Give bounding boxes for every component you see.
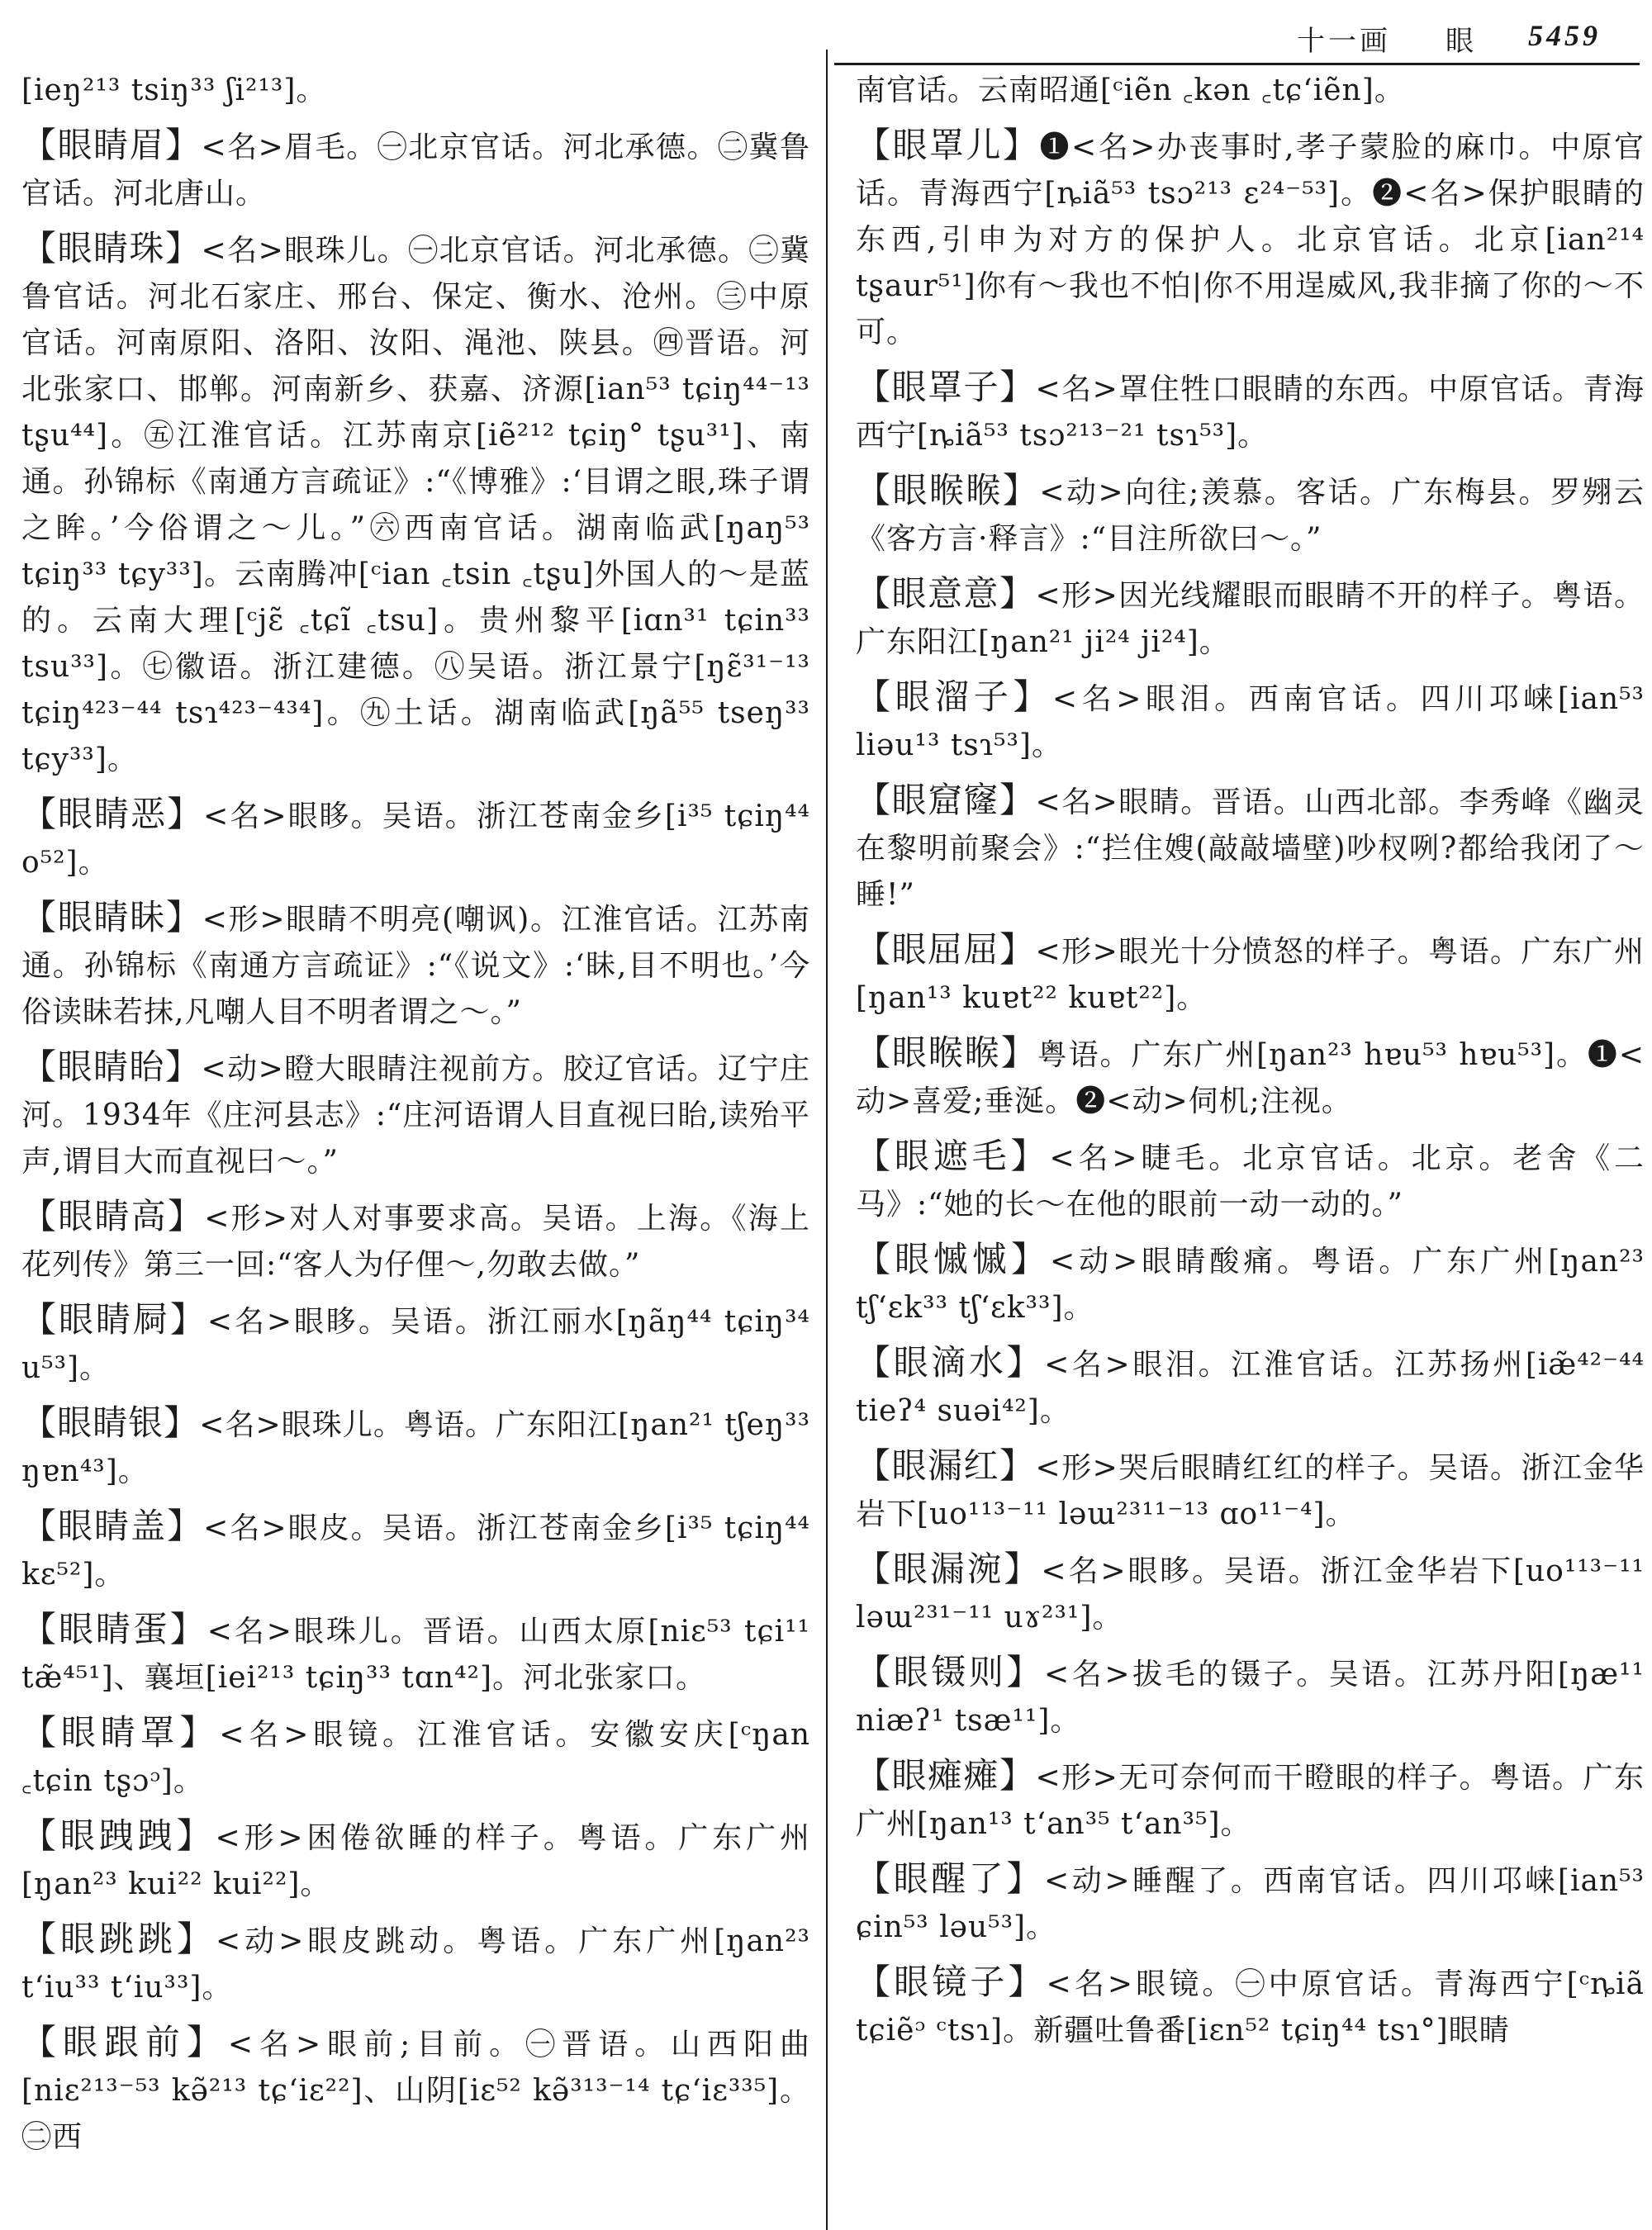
dictionary-entry <box>21 1916 810 2011</box>
dictionary-entry <box>21 1710 810 1805</box>
entry-headword: 【眼慽慽】 <box>856 1239 1050 1279</box>
dictionary-entry <box>856 1236 1645 1331</box>
entry-text: 粤语。广东广州[ŋan²³ hɐu⁵³ hɐu⁵³]。❶<动>喜爱;垂涎。❷<动>伺机;注视。 <box>856 1038 1645 1118</box>
dictionary-entry <box>856 1546 1645 1641</box>
entry-text: <名>眼眵。吴语。浙江丽水[ŋãŋ⁴⁴ tɕiŋ³⁴ u⁵³]。 <box>21 1305 810 1385</box>
entry-text: <动>眼皮跳动。粤语。广东广州[ŋan²³ tʻiu³³ tʻiu³³]。 <box>21 1924 810 2005</box>
dictionary-entry <box>21 1606 810 1701</box>
entry-headword: 【眼屈屈】 <box>856 929 1036 970</box>
entry-headword: 【眼罩儿】 <box>856 125 1040 165</box>
dictionary-entry <box>856 1443 1645 1538</box>
dictionary-entry <box>856 364 1645 459</box>
dictionary-entry <box>856 777 1645 918</box>
entry-text: <名>眼前;目前。㊀晋语。山西阳曲[niɛ²¹³⁻⁵³ kə̃²¹³ tɕʻiɛ²²]、山阴[iɛ⁵² kə̃³¹³⁻¹⁴ tɕʻiɛ³³⁵]。㊁西 <box>21 2028 810 2154</box>
entry-text: <形>因光线耀眼而眼睛不开的样子。粤语。广东阳江[ŋan²¹ ji²⁴ ji²⁴]。 <box>856 579 1645 659</box>
entry-headword: 【眼跳跳】 <box>21 1919 216 1959</box>
entry-headword: 【眼窟窿】 <box>856 780 1036 820</box>
entry-headword: 【眼睛罩】 <box>21 1712 220 1753</box>
dictionary-entry <box>856 1959 1645 2054</box>
dictionary-entry <box>21 2019 810 2161</box>
entry-text: <名>眼镜。江淮官话。安徽安庆[ᶜŋan ꜀tɕin tʂɔᵓ]。 <box>21 1718 810 1798</box>
dictionary-entry <box>856 1649 1645 1744</box>
entry-text: <名>眼珠儿。㊀北京官话。河北承德。㊁冀鲁官话。河北石家庄、邢台、保定、衡水、沧州。㊂中原官话。河南原阳、洛阳、汝阳、渑池、陕县。㊃晋语。河北张家口、邯郸。河南新乡、获嘉、济源[ian⁵³ tɕiŋ⁴⁴⁻¹³ tʂu⁴⁴]。㊄江淮官话。江苏南京[iẽ²¹² tɕiŋ° tʂu³¹]、南通。孙锦标《南通方言疏证》:“《博雅》:‘目谓之眼,珠子谓之眸。’今俗谓之～儿。”㊅西南官话。湖南临武[ŋaŋ⁵³ tɕiŋ³³ tɕy³³]。云南腾冲[ᶜian ꜀tsin ꜀tʂu]外国人的～是蓝的。云南大理[ᶜjɛ̃ ꜀tɕĩ ꜀tsu]。贵州黎平[iɑn³¹ tɕin³³ tsu³³]。㊆徽语。浙江建德。㊇吴语。浙江景宁[ŋɛ̃³¹⁻¹³ tɕiŋ⁴²³⁻⁴⁴ tsɿ⁴²³⁻⁴³⁴]。㊈土话。湖南临武[ŋã⁵⁵ tseŋ³³ tɕy³³]。 <box>21 234 810 776</box>
entry-headword: 【眼遮毛】 <box>856 1136 1050 1176</box>
left-column <box>21 68 810 2223</box>
entry-text: <形>困倦欲睡的样子。粤语。广东广州[ŋan²³ kui²² kui²²]。 <box>21 1821 810 1901</box>
entry-text: <名>睫毛。北京官话。北京。老舍《二马》:“她的长～在他的眼前一动一动的。” <box>856 1141 1645 1222</box>
entry-headword: 【眼滴水】 <box>856 1342 1045 1383</box>
entry-text: <名>眼睛。晋语。山西北部。李秀峰《幽灵在黎明前聚会》:“拦住嫂(敲敲墙壁)吵杈咧?都给我闭了～睡!” <box>856 785 1645 912</box>
entry-headword: 【眼睛眙】 <box>21 1046 202 1087</box>
dictionary-entry <box>21 1503 810 1598</box>
section-label: 十一画 <box>1297 25 1391 58</box>
entry-text: <名>眼眵。吴语。浙江苍南金乡[i³⁵ tɕiŋ⁴⁴ o⁵²]。 <box>21 799 810 880</box>
entry-headword: 【眼跩跩】 <box>21 1815 216 1856</box>
entry-headword: 【眼漏红】 <box>856 1445 1036 1486</box>
entry-headword: 【眼溜子】 <box>856 676 1052 717</box>
entry-text: <形>对人对事要求高。吴语。上海。《海上花列传》第三一回:“客人为仔俚～,勿敢去做。” <box>21 1202 810 1282</box>
entry-headword: 【眼睛高】 <box>21 1196 205 1236</box>
entry-text: <名>罩住牲口眼睛的东西。中原官话。青海西宁[ȵiã⁵³ tsɔ²¹³⁻²¹ tsɿ⁵³]。 <box>856 372 1645 453</box>
dictionary-entry <box>21 791 810 886</box>
entry-text: <名>眼泪。江淮官话。江苏扬州[iæ̃⁴²⁻⁴⁴ tieʔ⁴ suəi⁴²]。 <box>856 1348 1645 1428</box>
entry-text: <动>向往;羡慕。客话。广东梅县。罗翙云《客方言·释言》:“目注所欲曰～。” <box>856 476 1645 556</box>
dictionary-entry <box>856 467 1645 562</box>
dictionary-entry <box>856 927 1645 1022</box>
entry-text: <形>哭后眼睛红红的样子。吴语。浙江金华岩下[uo¹¹³⁻¹¹ ləɯ²³¹¹⁻¹³ ɑo¹¹⁻⁴]。 <box>856 1451 1645 1531</box>
entry-text: <名>拔毛的镊子。吴语。江苏丹阳[ŋæ¹¹ niæʔ¹ tsæ¹¹]。 <box>856 1658 1645 1738</box>
dictionary-entry <box>856 1133 1645 1228</box>
dictionary-entry <box>21 122 810 217</box>
entry-headword: 【眼漏涴】 <box>856 1549 1042 1589</box>
entry-text: 南官话。云南昭通[ᶜiẽn ꜀kən ꜀tɕʻiẽn]。 <box>856 74 1405 107</box>
entry-text: <形>眼睛不明亮(嘲讽)。江淮官话。江苏南通。孙锦标《南通方言疏证》:“《说文》:‘眛,目不明也。’今俗读眛若抹,凡嘲人目不明者谓之～。” <box>21 903 810 1029</box>
right-column <box>856 68 1645 2223</box>
entry-text: <名>眉毛。㊀北京官话。河北承德。㊁冀鲁官话。河北唐山。 <box>21 130 810 211</box>
entry-text: <形>眼光十分愤怒的样子。粤语。广东广州[ŋan¹³ kuɐt²² kuɐt²²]。 <box>856 935 1645 1015</box>
dictionary-entry <box>21 894 810 1036</box>
dictionary-entry <box>856 571 1645 666</box>
entry-headword: 【眼跟前】 <box>21 2022 228 2062</box>
entry-headword: 【眼睛盖】 <box>21 1506 204 1546</box>
entry-headword: 【眼睛屙】 <box>21 1299 207 1340</box>
dictionary-entry <box>21 1400 810 1495</box>
entry-headword: 【眼瘫瘫】 <box>856 1755 1036 1796</box>
dictionary-entry <box>21 1297 810 1392</box>
dictionary-entry <box>856 674 1645 769</box>
entry-headword: 【眼睛蛋】 <box>21 1609 207 1649</box>
header-character: 眼 <box>1446 25 1477 58</box>
dictionary-entry <box>21 1813 810 1908</box>
entry-text: <名>眼镜。㊀中原官话。青海西宁[ᶜȵiã tɕiẽᵓ ᶜtsɿ]。新疆吐鲁番[iɛn⁵² tɕiŋ⁴⁴ tsɿ°]眼睛 <box>856 1967 1645 2047</box>
entry-headword: 【眼睛恶】 <box>21 794 204 834</box>
entry-headword: 【眼睛眉】 <box>21 125 202 165</box>
dictionary-entry <box>21 1044 810 1185</box>
entry-headword: 【眼罩子】 <box>856 367 1036 407</box>
entry-text: <形>无可奈何而干瞪眼的样子。粤语。广东广州[ŋan¹³ tʻan³⁵ tʻan³⁵]。 <box>856 1761 1645 1841</box>
entry-headword: 【眼睛眛】 <box>21 897 202 937</box>
column-divider <box>826 50 828 2230</box>
entry-headword: 【眼镊则】 <box>856 1652 1045 1692</box>
dictionary-entry <box>21 68 810 114</box>
entry-headword: 【眼睺睺】 <box>856 1032 1037 1073</box>
dictionary-entry <box>856 68 1645 114</box>
dictionary-entry <box>856 1340 1645 1435</box>
entry-text: ❶<名>办丧事时,孝子蒙脸的麻巾。中原官话。青海西宁[ȵiã⁵³ tsɔ²¹³ ɛ²⁴⁻⁵³]。❷<名>保护眼睛的东西,引申为对方的保护人。北京官话。北京[ian²¹⁴ tʂaur⁵¹]你有～我也不怕|你不用逞威风,我非摘了你的～不可。 <box>856 130 1645 349</box>
entry-text: <名>眼珠儿。晋语。山西太原[niɛ⁵³ tɕi¹¹ tæ̃⁴⁵¹]、襄垣[iei²¹³ tɕiŋ³³ tɑn⁴²]。河北张家口。 <box>21 1615 810 1695</box>
entry-headword: 【眼睛银】 <box>21 1402 200 1443</box>
dictionary-entry <box>856 1753 1645 1848</box>
dictionary-entry <box>21 1193 810 1288</box>
entry-text: <名>眼泪。西南官话。四川邛崃[ian⁵³ liəu¹³ tsɿ⁵³]。 <box>856 682 1645 762</box>
entry-text: <动>睡醒了。西南官话。四川邛崃[ian⁵³ ɕin⁵³ ləu⁵³]。 <box>856 1864 1645 1944</box>
entry-headword: 【眼镜子】 <box>856 1962 1047 2002</box>
page-number: 5459 <box>1528 19 1601 52</box>
dictionary-entry <box>856 122 1645 356</box>
entry-text: <动>瞪大眼睛注视前方。胶辽官话。辽宁庄河。1934年《庄河县志》:“庄河语谓人目直视曰眙,读殆平声,谓目大而直视曰～。” <box>21 1052 810 1179</box>
dictionary-entry <box>856 1030 1645 1125</box>
entry-text: <名>眼皮。吴语。浙江苍南金乡[i³⁵ tɕiŋ⁴⁴ kɛ⁵²]。 <box>21 1511 810 1592</box>
entry-text: [ieŋ²¹³ tsiŋ³³ ʃi²¹³]。 <box>21 74 327 107</box>
entry-text: <名>眼眵。吴语。浙江金华岩下[uo¹¹³⁻¹¹ ləɯ²³¹⁻¹¹ uɤ²³¹]。 <box>856 1554 1645 1635</box>
entry-headword: 【眼睛珠】 <box>21 228 202 268</box>
entry-text: <名>眼珠儿。粤语。广东阳江[ŋan²¹ tʃeŋ³³ ŋɐn⁴³]。 <box>21 1408 810 1488</box>
entry-headword: 【眼睺睺】 <box>856 470 1040 510</box>
header-rule <box>834 63 1640 65</box>
entry-headword: 【眼意意】 <box>856 573 1036 614</box>
entry-text: <动>眼睛酸痛。粤语。广东广州[ŋan²³ tʃʻɛk³³ tʃʻɛk³³]。 <box>856 1245 1645 1325</box>
entry-headword: 【眼醒了】 <box>856 1858 1044 1899</box>
dictionary-entry <box>856 1856 1645 1951</box>
dictionary-entry <box>21 225 810 783</box>
